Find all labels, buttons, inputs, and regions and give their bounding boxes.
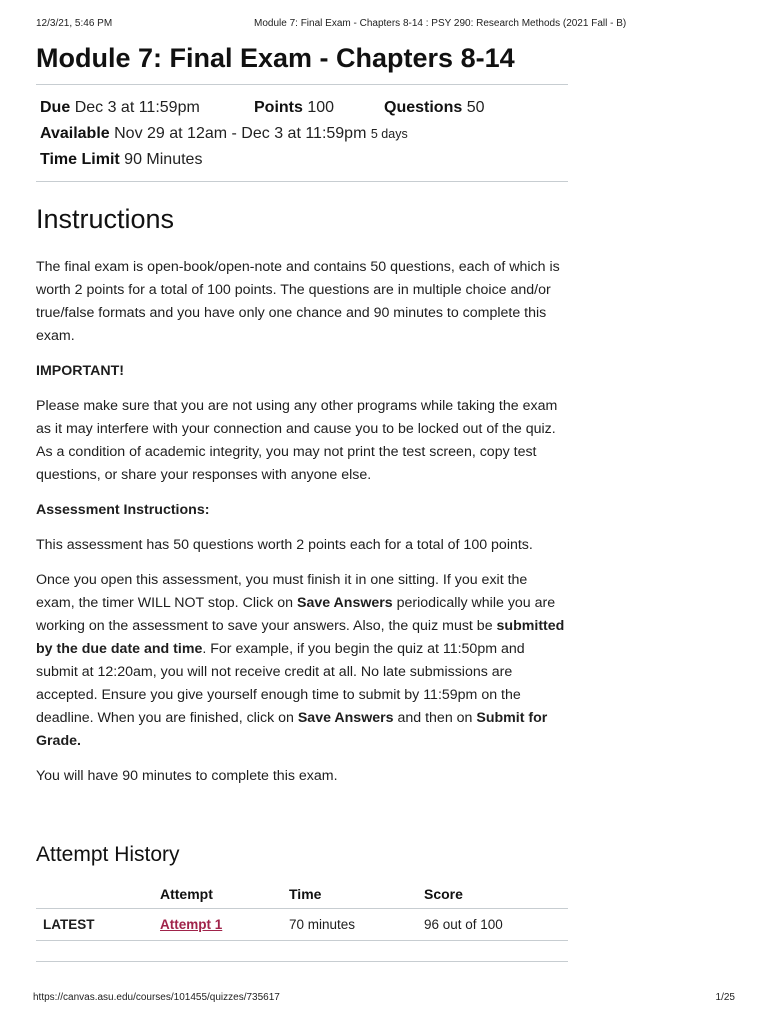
print-page-number: 1/25 xyxy=(715,992,735,1003)
intro-paragraph: The final exam is open-book/open-note and contains 50 questions, each of which is worth 2 points for a total of 100 points. The questions are in multiple choice and/or true/false formats and you have only one chance and 90 minutes to complete this exam. xyxy=(36,259,560,344)
save-answers-emphasis-1: Save Answers xyxy=(296,595,393,611)
sitting-paragraph xyxy=(36,569,568,753)
attempt-history-heading: Attempt History xyxy=(36,843,180,866)
available-label: Available xyxy=(40,125,110,142)
bottom-divider xyxy=(36,961,568,962)
attempt-score: 96 out of 100 xyxy=(424,909,568,941)
time-limit-value: 90 Minutes xyxy=(124,151,203,168)
due-value: Dec 3 at 11:59pm xyxy=(74,99,200,116)
questions-label: Questions xyxy=(384,99,463,116)
save-answers-emphasis-2: Save Answers xyxy=(297,710,394,726)
attempt-status: LATEST xyxy=(36,909,160,941)
quiz-title: Module 7: Final Exam - Chapters 8-14 xyxy=(36,43,515,73)
sitting-text-1: Once you open this assessment, you must finish it in one sitting. If you exit the exam, the timer WILL NOT stop. Click on xyxy=(36,572,528,611)
details-divider xyxy=(36,181,568,182)
available-value: Nov 29 at 12am - Dec 3 at 11:59pm xyxy=(114,125,367,142)
points-detail xyxy=(254,95,334,121)
details-row-1 xyxy=(40,95,568,121)
column-header-status xyxy=(36,880,160,909)
attempt-table-header xyxy=(36,880,568,909)
column-header-attempt: Attempt xyxy=(160,880,289,909)
important-heading: IMPORTANT! xyxy=(36,363,124,379)
due-label: Due xyxy=(40,99,71,116)
submit-for-grade-emphasis: Submit for Grade. xyxy=(36,710,548,749)
sitting-text-4: and then on xyxy=(393,710,477,726)
sitting-text-3: . For example, if you begin the quiz at 11:50pm and submit at 12:20am, you will not receive credit at all. No late submissions are accepted. Ensure you give yourself enough time to submit by 11:59pm on the deadline. When you are finished, click on xyxy=(36,641,525,726)
quiz-details xyxy=(36,85,568,181)
details-row-3 xyxy=(40,147,568,173)
column-header-score: Score xyxy=(424,880,568,909)
points-label: Points xyxy=(254,99,303,116)
time-limit-label: Time Limit xyxy=(40,151,120,168)
instructions-body xyxy=(36,256,568,788)
sitting-text-2: periodically while you are working on the assessment to save your answers. Also, the quiz must be xyxy=(36,595,556,634)
attempt-history-table xyxy=(36,880,568,941)
print-doc-title: Module 7: Final Exam - Chapters 8-14 : PSY 290: Research Methods (2021 Fall - B) xyxy=(254,18,627,29)
print-url: https://canvas.asu.edu/courses/101455/quizzes/735617 xyxy=(33,992,280,1003)
attempt-1-link[interactable]: Attempt 1 xyxy=(160,917,223,932)
column-header-time: Time xyxy=(289,880,424,909)
details-row-2 xyxy=(40,121,568,147)
attempt-time: 70 minutes xyxy=(289,909,424,941)
assessment-paragraph: This assessment has 50 questions worth 2 points each for a total of 100 points. xyxy=(36,537,533,553)
due-emphasis: submitted by the due date and time xyxy=(36,618,565,657)
table-row xyxy=(36,909,568,941)
points-value: 100 xyxy=(307,99,335,116)
print-date: 12/3/21, 5:46 PM xyxy=(36,18,113,29)
important-paragraph: Please make sure that you are not using any other programs while taking the exam as it may interfere with your connection and cause you to be locked out of the quiz. As a condition of academic integrity, you may not print the test screen, copy test questions, or share your responses with anyone else. xyxy=(36,398,558,483)
available-duration: 5 days xyxy=(370,127,408,141)
questions-detail xyxy=(384,95,484,121)
instructions-heading: Instructions xyxy=(36,204,175,234)
attempt-cell xyxy=(160,909,289,941)
quiz-content xyxy=(36,40,568,962)
closing-paragraph: You will have 90 minutes to complete this exam. xyxy=(36,768,338,784)
assessment-heading: Assessment Instructions: xyxy=(36,502,210,518)
due-detail xyxy=(40,99,200,116)
questions-value: 50 xyxy=(466,99,485,116)
